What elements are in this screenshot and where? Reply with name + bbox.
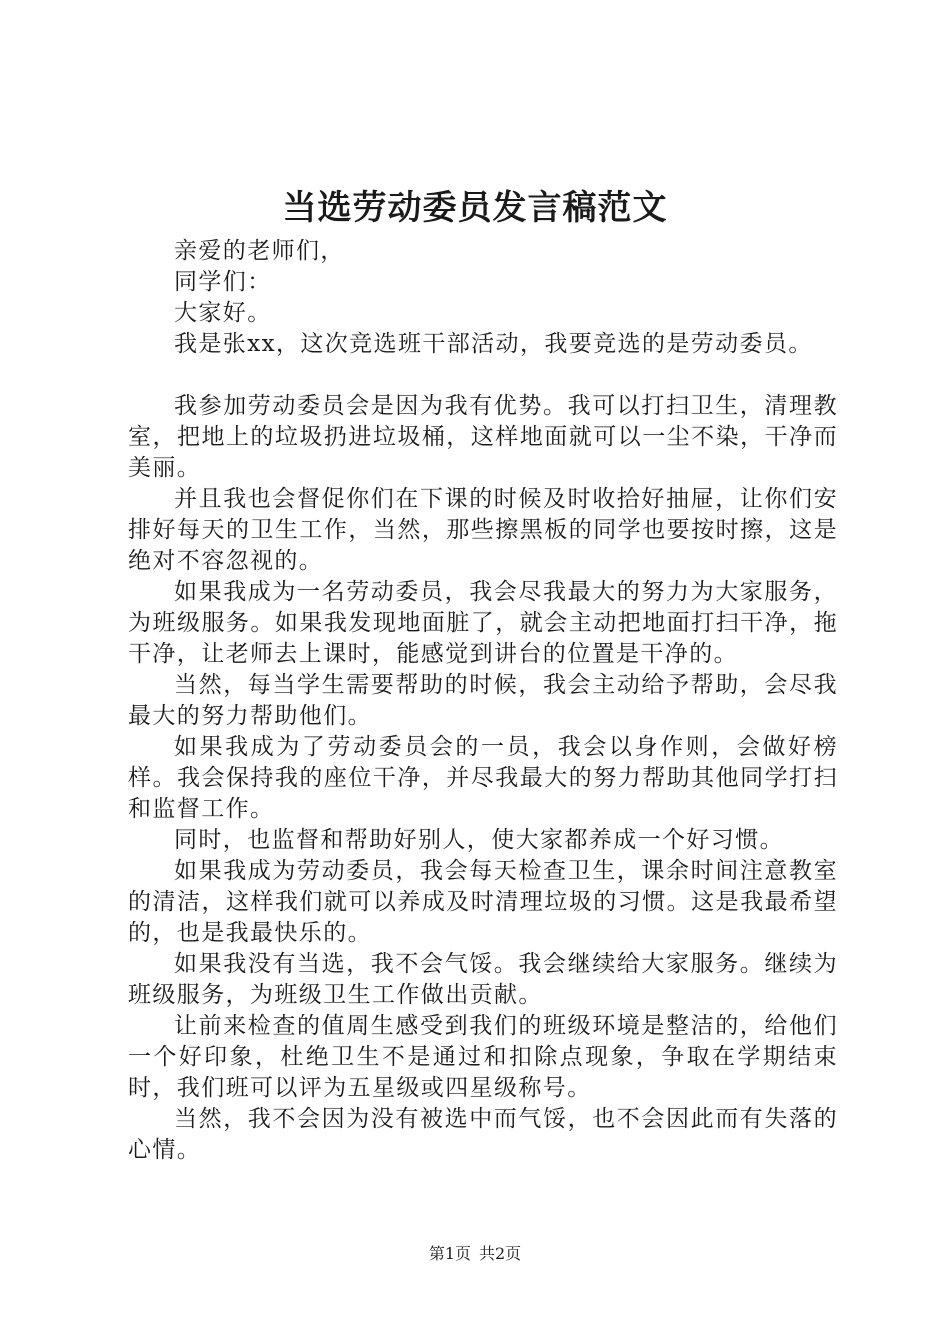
page-number: 第1页 (428, 1244, 471, 1263)
paragraph-serve: 如果我成为一名劳动委员，我会尽我最大的努力为大家服务，为班级服务。如果我发现地面脏了，就会主动把地面打扫干净，拖干净，让老师去上课时，能感觉到讲台的位置是干净的。 (128, 579, 838, 667)
paragraph-example: 如果我成为了劳动委员会的一员，我会以身作则，会做好榜样。我会保持我的座位干净，并尽我最大的努力帮助其他同学打扫和监督工作。 (128, 734, 838, 822)
paragraph-intro: 我是张xx，这次竞选班干部活动，我要竞选的是劳动委员。 (174, 331, 813, 357)
paragraph-greeting-teachers: 亲爱的老师们， (174, 238, 345, 264)
paragraph-closing: 当然，我不会因为没有被选中而气馁，也不会因此而有失落的心情。 (128, 1106, 838, 1163)
paragraph-supervise: 并且我也会督促你们在下课的时候及时收拾好抽屉，让你们安排好每天的卫生工作，当然，那些擦黑板的同学也要按时擦，这是绝对不容忽视的。 (128, 486, 838, 574)
paragraph-greeting-students: 同学们： (174, 269, 272, 295)
page-footer (0, 1243, 950, 1265)
paragraph-impression: 让前来检查的值周生感受到我们的班级环境是整洁的，给他们一个好印象，杜绝卫生不是通过和扣除点现象，争取在学期结束时，我们班可以评为五星级或四星级称号。 (128, 1013, 838, 1101)
paragraph-not-elected: 如果我没有当选，我不会气馁。我会继续给大家服务。继续为班级服务，为班级卫生工作做出贡献。 (128, 951, 838, 1008)
document-title: 当选劳动委员发言稿范文 (282, 188, 668, 228)
page-total: 共2页 (479, 1244, 522, 1263)
paragraph-hello: 大家好。 (174, 300, 272, 326)
paragraph-check: 如果我成为劳动委员，我会每天检查卫生，课余时间注意教室的清洁，这样我们就可以养成及时清理垃圾的习惯。这是我最希望的，也是我最快乐的。 (128, 858, 838, 946)
paragraph-advantage: 我参加劳动委员会是因为我有优势。我可以打扫卫生，清理教室，把地上的垃圾扔进垃圾桶，这样地面就可以一尘不染，干净而美丽。 (128, 393, 838, 481)
paragraph-habit: 同时，也监督和帮助好别人，使大家都养成一个好习惯。 (174, 827, 784, 853)
document-body (128, 236, 838, 1166)
paragraph-help: 当然，每当学生需要帮助的时候，我会主动给予帮助，会尽我最大的努力帮助他们。 (128, 672, 838, 729)
